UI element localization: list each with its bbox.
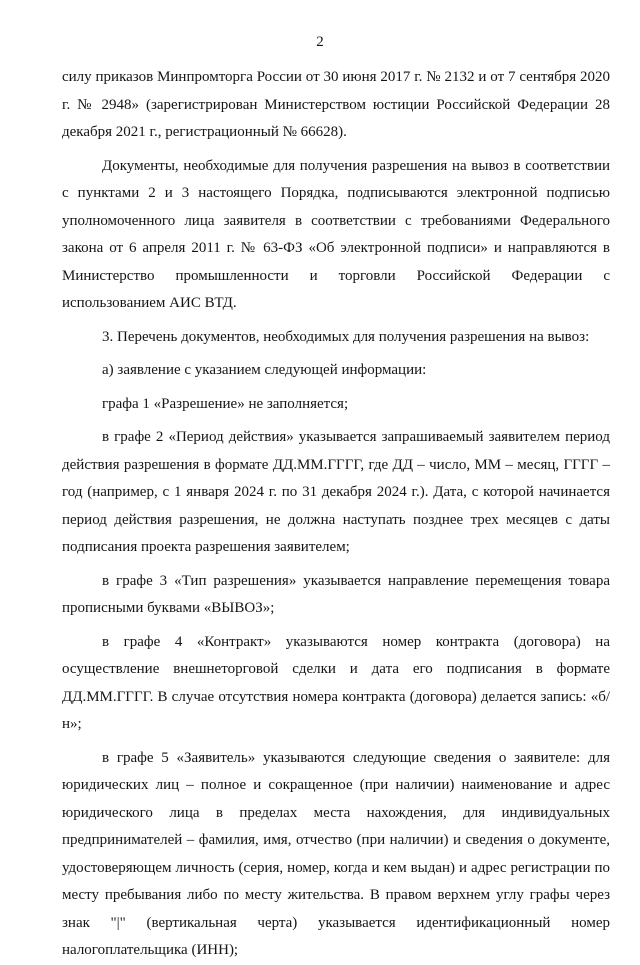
paragraph-field-4: в графе 4 «Контракт» указываются номер контракта (договора) на осуществление внешнеторговой сделки и дата его подписания в формате ДД.ММ.ГГГГ. В случае отсутствия номера контракта (договора) делается запись: «б/н»; [62, 633, 610, 732]
paragraph-field-2: в графе 2 «Период действия» указывается запрашиваемый заявителем период действия разрешения в формате ДД.ММ.ГГГГ, где ДД – число, ММ – месяц, ГГГГ – год (например, с 1 января 2024 г. по 31 декабря 2024 г.). Дата, с которой начинается период действия разрешения, не должна наступать позднее трех месяцев с даты подписания проекта разрешения заявителем; [62, 429, 610, 555]
paragraph-item-3: 3. Перечень документов, необходимых для получения разрешения на вывоз: [102, 328, 590, 345]
paragraph-documents-signature: Документы, необходимые для получения разрешения на вывоз в соответствии с пунктами 2 и 3 настоящего Порядка, подписываются электронной подписью уполномоченного лица заявителя в соответствии с требованиями Федерального закона от 6 апреля 2011 г. № 63-ФЗ «Об электронной подписи» и направляются в Министерство промышленности и торговли Российской Федерации с использованием АИС ВТД. [62, 157, 610, 311]
page-number: 2 [316, 34, 324, 50]
paragraph-field-3: в графе 3 «Тип разрешения» указывается направление перемещения товара прописными буквами «ВЫВОЗ»; [62, 572, 610, 616]
paragraph-subitem-a: а) заявление с указанием следующей информации: [102, 362, 427, 378]
paragraph-field-5: в графе 5 «Заявитель» указываются следующие сведения о заявителе: для юридических лиц – полное и сокращенное (при наличии) наименование и адрес юридического лица в пределах места нахождения, для индивидуальных предпринимателей – фамилия, имя, отчество (при наличии) и сведения о документе, удостоверяющем личность (серия, номер, когда и кем выдан) и адрес регистрации по месту пребывания либо по месту жительства. В правом верхнем углу графы через знак "|" (вертикальная черта) указывается идентификационный номер налогоплательщика (ИНН); [62, 749, 610, 958]
paragraph-field-1: графа 1 «Разрешение» не заполняется; [102, 395, 349, 412]
document-body [62, 64, 610, 965]
paragraph-continuation: силу приказов Минпромторга России от 30 июня 2017 г. № 2132 и от 7 сентября 2020 г. № 2948» (зарегистрирован Министерством юстиции Российской Федерации 28 декабря 2021 г., регистрационный № 66628). [62, 69, 610, 140]
